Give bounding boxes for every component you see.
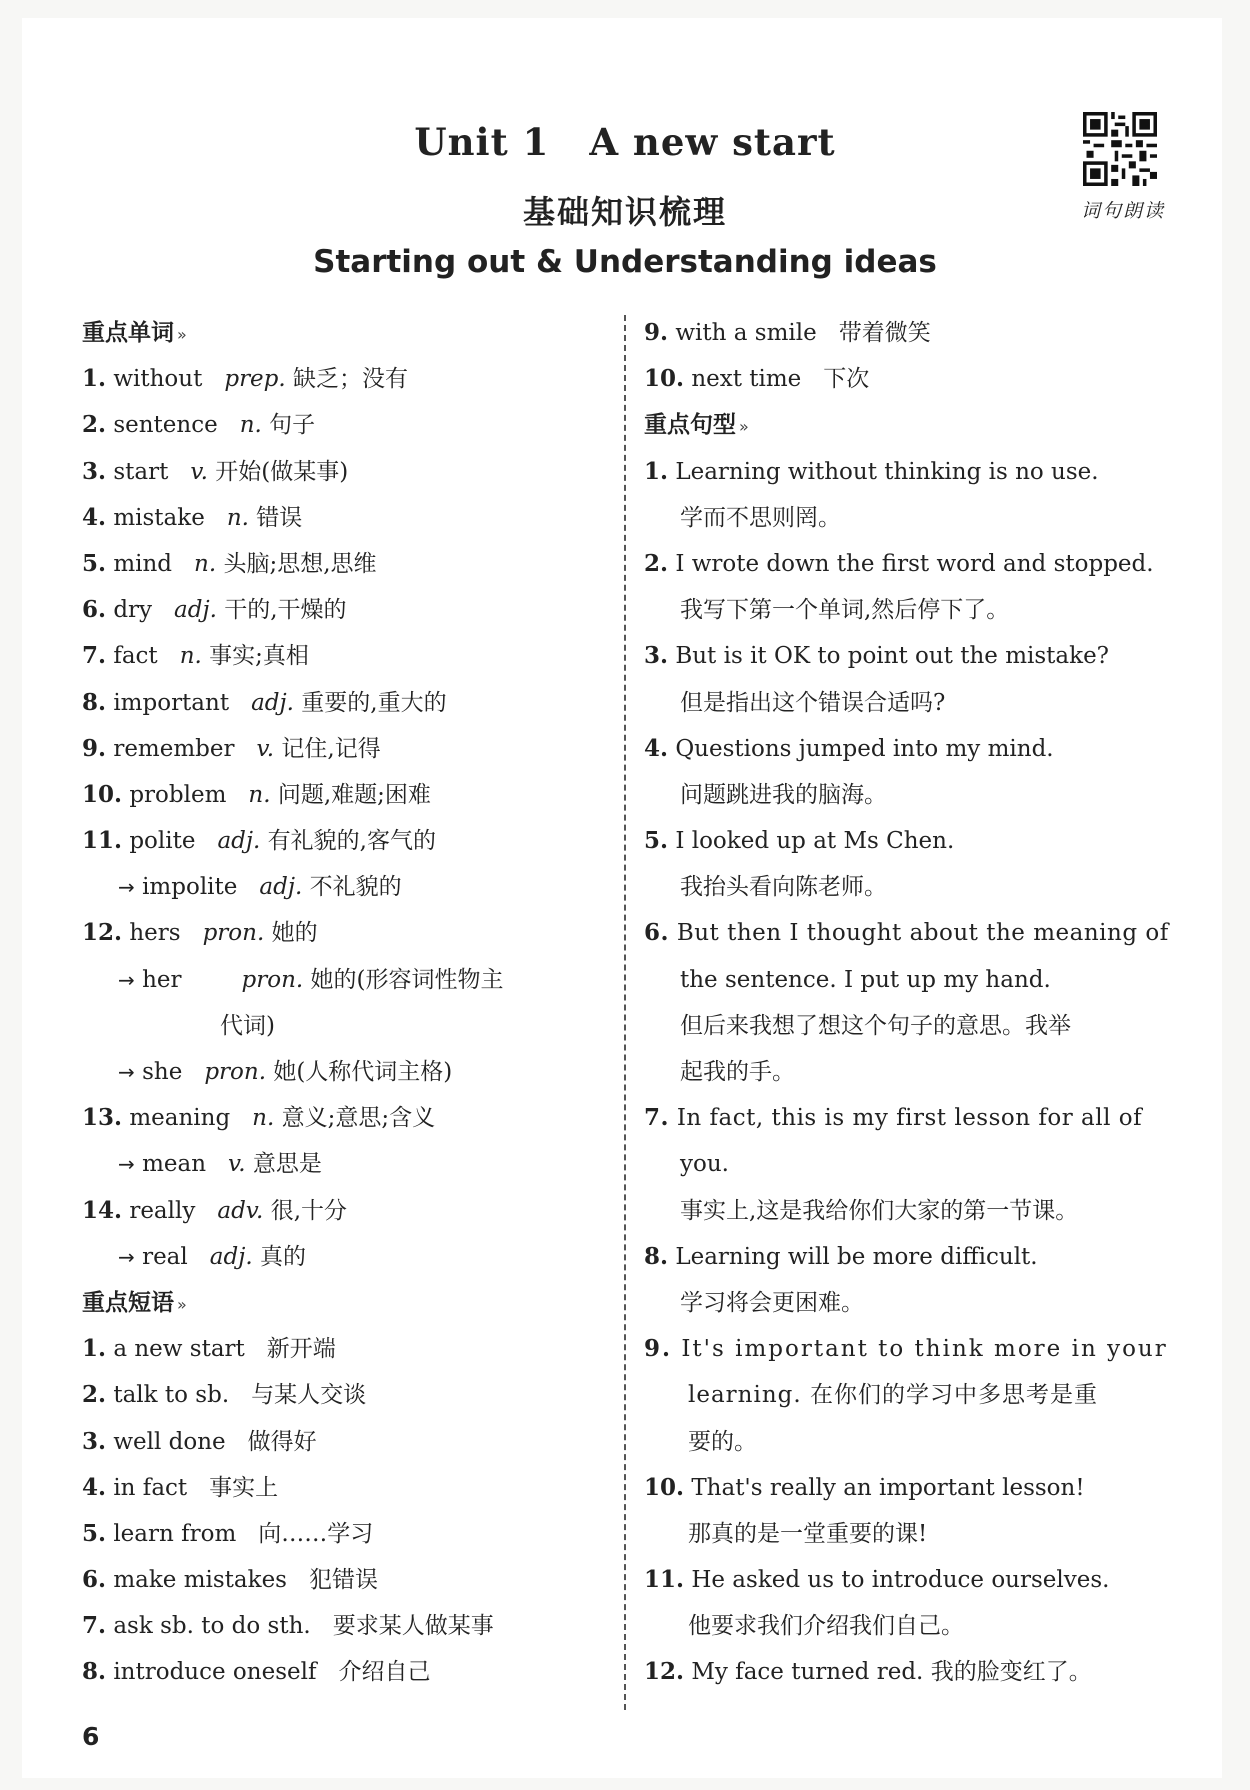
sentence-mixed: learning. 在你们的学习中多思考是重	[688, 1382, 1099, 1409]
derived-word: → mean v. 意思是	[118, 1151, 322, 1178]
sentence-zh: 我写下第一个单词,然后停下了。	[680, 597, 1010, 624]
sentence-en: 4. Questions jumped into my mind.	[644, 734, 1054, 762]
sentence-zh: 那真的是一堂重要的课!	[688, 1520, 928, 1547]
sentence-zh: 问题跳进我的脑海。	[680, 781, 887, 808]
sentence-zh-continued: 起我的手。	[680, 1059, 795, 1085]
derived-word: → her pron. 她的(形容词性物主	[118, 966, 504, 993]
word-item: 12. hers pron. 她的	[82, 919, 318, 947]
word-item: 8. important adj. 重要的,重大的	[82, 688, 447, 716]
sentence-zh: 他要求我们介绍我们自己。	[688, 1613, 964, 1640]
phrase-item: 2. talk to sb. 与某人交谈	[82, 1381, 367, 1409]
sentence-zh: 我抬头看向陈老师。	[680, 874, 887, 901]
qr-label: 词句朗读	[1080, 200, 1165, 222]
derived-word: → impolite adj. 不礼貌的	[118, 874, 402, 901]
word-item: 6. dry adj. 干的,干燥的	[82, 596, 347, 624]
sentence-en: 11. He asked us to introduce ourselves.	[644, 1566, 1110, 1594]
section-title: 基础知识梳理	[522, 193, 727, 231]
phrases-heading: 重点短语 »	[82, 1289, 187, 1316]
derived-word-continued: 代词)	[220, 1012, 275, 1039]
sentence-en: 8. Learning will be more difficult.	[644, 1242, 1038, 1270]
word-item: 1. without prep. 缺乏；没有	[82, 365, 409, 393]
sentence-en: 3. But is it OK to point out the mistake?	[644, 642, 1110, 670]
unit-name: A new start	[589, 120, 836, 164]
sentence-en: 2. I wrote down the first word and stopped.	[644, 549, 1154, 577]
column-divider	[624, 315, 626, 1710]
sentence-en: 1. Learning without thinking is no use.	[644, 457, 1099, 485]
sentence-zh: 学习将会更困难。	[680, 1289, 864, 1316]
word-item: 13. meaning n. 意义;意思;含义	[82, 1104, 436, 1132]
sentence-zh: 学而不思则罔。	[680, 504, 841, 531]
arrow-right-icon: →	[118, 967, 135, 992]
arrow-right-icon: →	[118, 875, 135, 900]
derived-word: → real adj. 真的	[118, 1243, 306, 1270]
sentence-zh: 事实上,这是我给你们大家的第一节课。	[680, 1197, 1079, 1224]
sentence-en: 10. That's really an important lesson!	[644, 1473, 1085, 1501]
phrase-item: 10. next time 下次	[644, 365, 870, 393]
phrase-item: 4. in fact 事实上	[82, 1473, 279, 1501]
phrase-item: 1. a new start 新开端	[82, 1335, 336, 1363]
sentences-heading: 重点句型 »	[644, 412, 749, 439]
sentence-en: 5. I looked up at Ms Chen.	[644, 827, 955, 855]
arrow-right-icon: →	[118, 1060, 135, 1084]
sentence-zh: 但是指出这个错误合适吗?	[680, 689, 946, 716]
phrase-item: 6. make mistakes 犯错误	[82, 1566, 378, 1594]
sentence-en: 7. In fact, this is my first lesson for all of	[644, 1104, 1143, 1132]
word-item: 4. mistake n. 错误	[82, 503, 303, 531]
phrase-item: 3. well done 做得好	[82, 1427, 317, 1455]
sentence-en-continued: the sentence. I put up my hand.	[680, 966, 1051, 993]
arrow-right-icon: →	[118, 1152, 135, 1177]
sentence-zh: 但后来我想了想这个句子的意思。我举	[680, 1012, 1071, 1039]
arrow-right-icon: →	[118, 1244, 135, 1269]
sentence-en: 12. My face turned red. 我的脸变红了。	[644, 1658, 1092, 1686]
word-item: 7. fact n. 事实;真相	[82, 642, 309, 670]
sentence-en: 9. It's important to think more in your	[644, 1335, 1168, 1363]
phrase-item: 9. with a smile 带着微笑	[644, 319, 931, 346]
page-number: 6	[82, 1722, 100, 1751]
unit-number: Unit 1	[414, 120, 550, 164]
word-item: 14. really adv. 很,十分	[82, 1196, 347, 1224]
sentence-zh: 要的。	[688, 1428, 757, 1455]
words-heading: 重点单词 »	[82, 320, 187, 346]
word-item: 2. sentence n. 句子	[82, 411, 316, 439]
word-item: 11. polite adj. 有礼貌的,客气的	[82, 827, 436, 855]
section-subtitle: Starting out & Understanding ideas	[313, 244, 937, 280]
unit-title	[0, 120, 1250, 164]
word-item: 9. remember v. 记住,记得	[82, 734, 381, 762]
phrase-item: 8. introduce oneself 介绍自己	[82, 1658, 431, 1686]
sentence-en-continued: you.	[680, 1151, 729, 1178]
phrase-item: 7. ask sb. to do sth. 要求某人做某事	[82, 1612, 494, 1640]
word-item: 5. mind n. 头脑;思想,思维	[82, 549, 377, 577]
left-column	[82, 310, 602, 1696]
sentence-en: 6. But then I thought about the meaning of	[644, 919, 1169, 947]
phrase-item: 5. learn from 向……学习	[82, 1519, 374, 1547]
word-item: 3. start v. 开始(做某事)	[82, 457, 349, 485]
qr-code-icon[interactable]	[1083, 112, 1157, 186]
right-column	[644, 310, 1169, 1696]
derived-word: → she pron. 她(人称代词主格)	[118, 1059, 453, 1085]
word-item: 10. problem n. 问题,难题;困难	[82, 780, 431, 808]
